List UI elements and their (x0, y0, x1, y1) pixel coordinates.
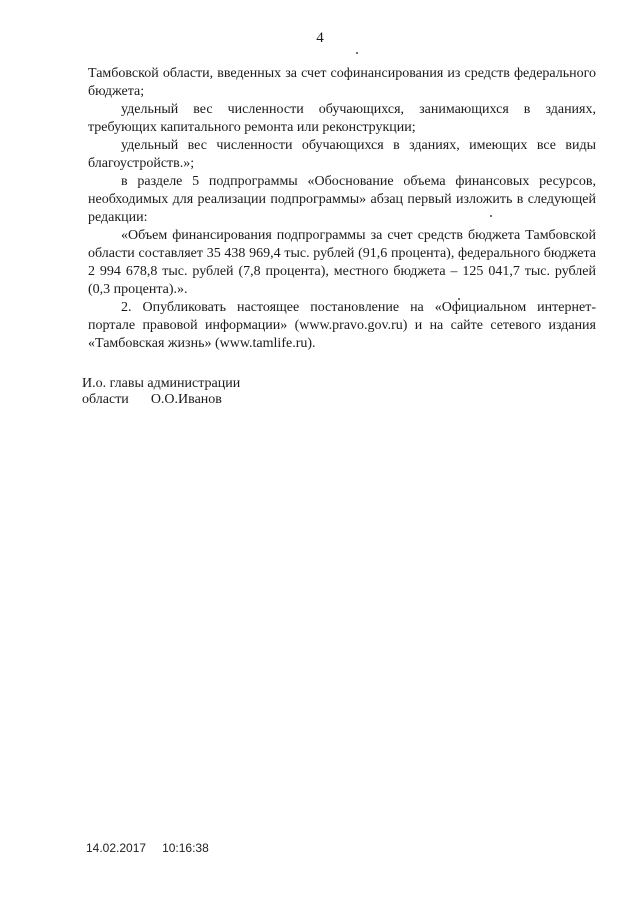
signatory-title-line1: И.о. главы администрации (82, 376, 241, 391)
footer-time: 10:16:38 (162, 841, 209, 855)
timestamp-footer (86, 841, 209, 855)
paragraph: в разделе 5 подпрограммы «Обоснование объема финансовых ресурсов, необходимых для реализации подпрограммы» абзац первый изложить в следующей редакции: (88, 174, 596, 225)
paragraph: удельный вес численности обучающихся, занимающихся в зданиях, требующих капитального ремонта или реконструкции; (88, 102, 596, 135)
page-number: 4 (316, 30, 324, 46)
footer-date: 14.02.2017 (86, 841, 147, 855)
paragraph: «Объем финансирования подпрограммы за счет средств бюджета Тамбовской области составляет 35 438 969,4 тыс. рублей (91,6 процента), федерального бюджета 2 994 678,8 тыс. рублей (7,8 процента), местного бюджета – 125 041,7 тыс. рублей (0,3 процента).». (88, 228, 596, 297)
document-body (88, 65, 596, 353)
paragraph: удельный вес численности обучающихся в зданиях, имеющих все виды благоустройств.»; (88, 138, 596, 171)
scan-speck (356, 52, 358, 54)
paragraph: 2. Опубликовать настоящее постановление на «Официальном интернет-портале правовой информации» (www.pravo.gov.ru) и на сайте сетевого издания «Тамбовская жизнь» (www.tamlife.ru). (88, 300, 596, 351)
paragraph: Тамбовской области, введенных за счет софинансирования из средств федерального бюджета; (88, 66, 596, 99)
signature-block (82, 376, 240, 408)
signatory-name: О.О.Иванов (150, 392, 222, 407)
signatory-region: области (82, 392, 129, 407)
scan-speck (490, 215, 492, 217)
signatory-title-line2 (82, 392, 240, 408)
scan-speck (458, 298, 460, 300)
